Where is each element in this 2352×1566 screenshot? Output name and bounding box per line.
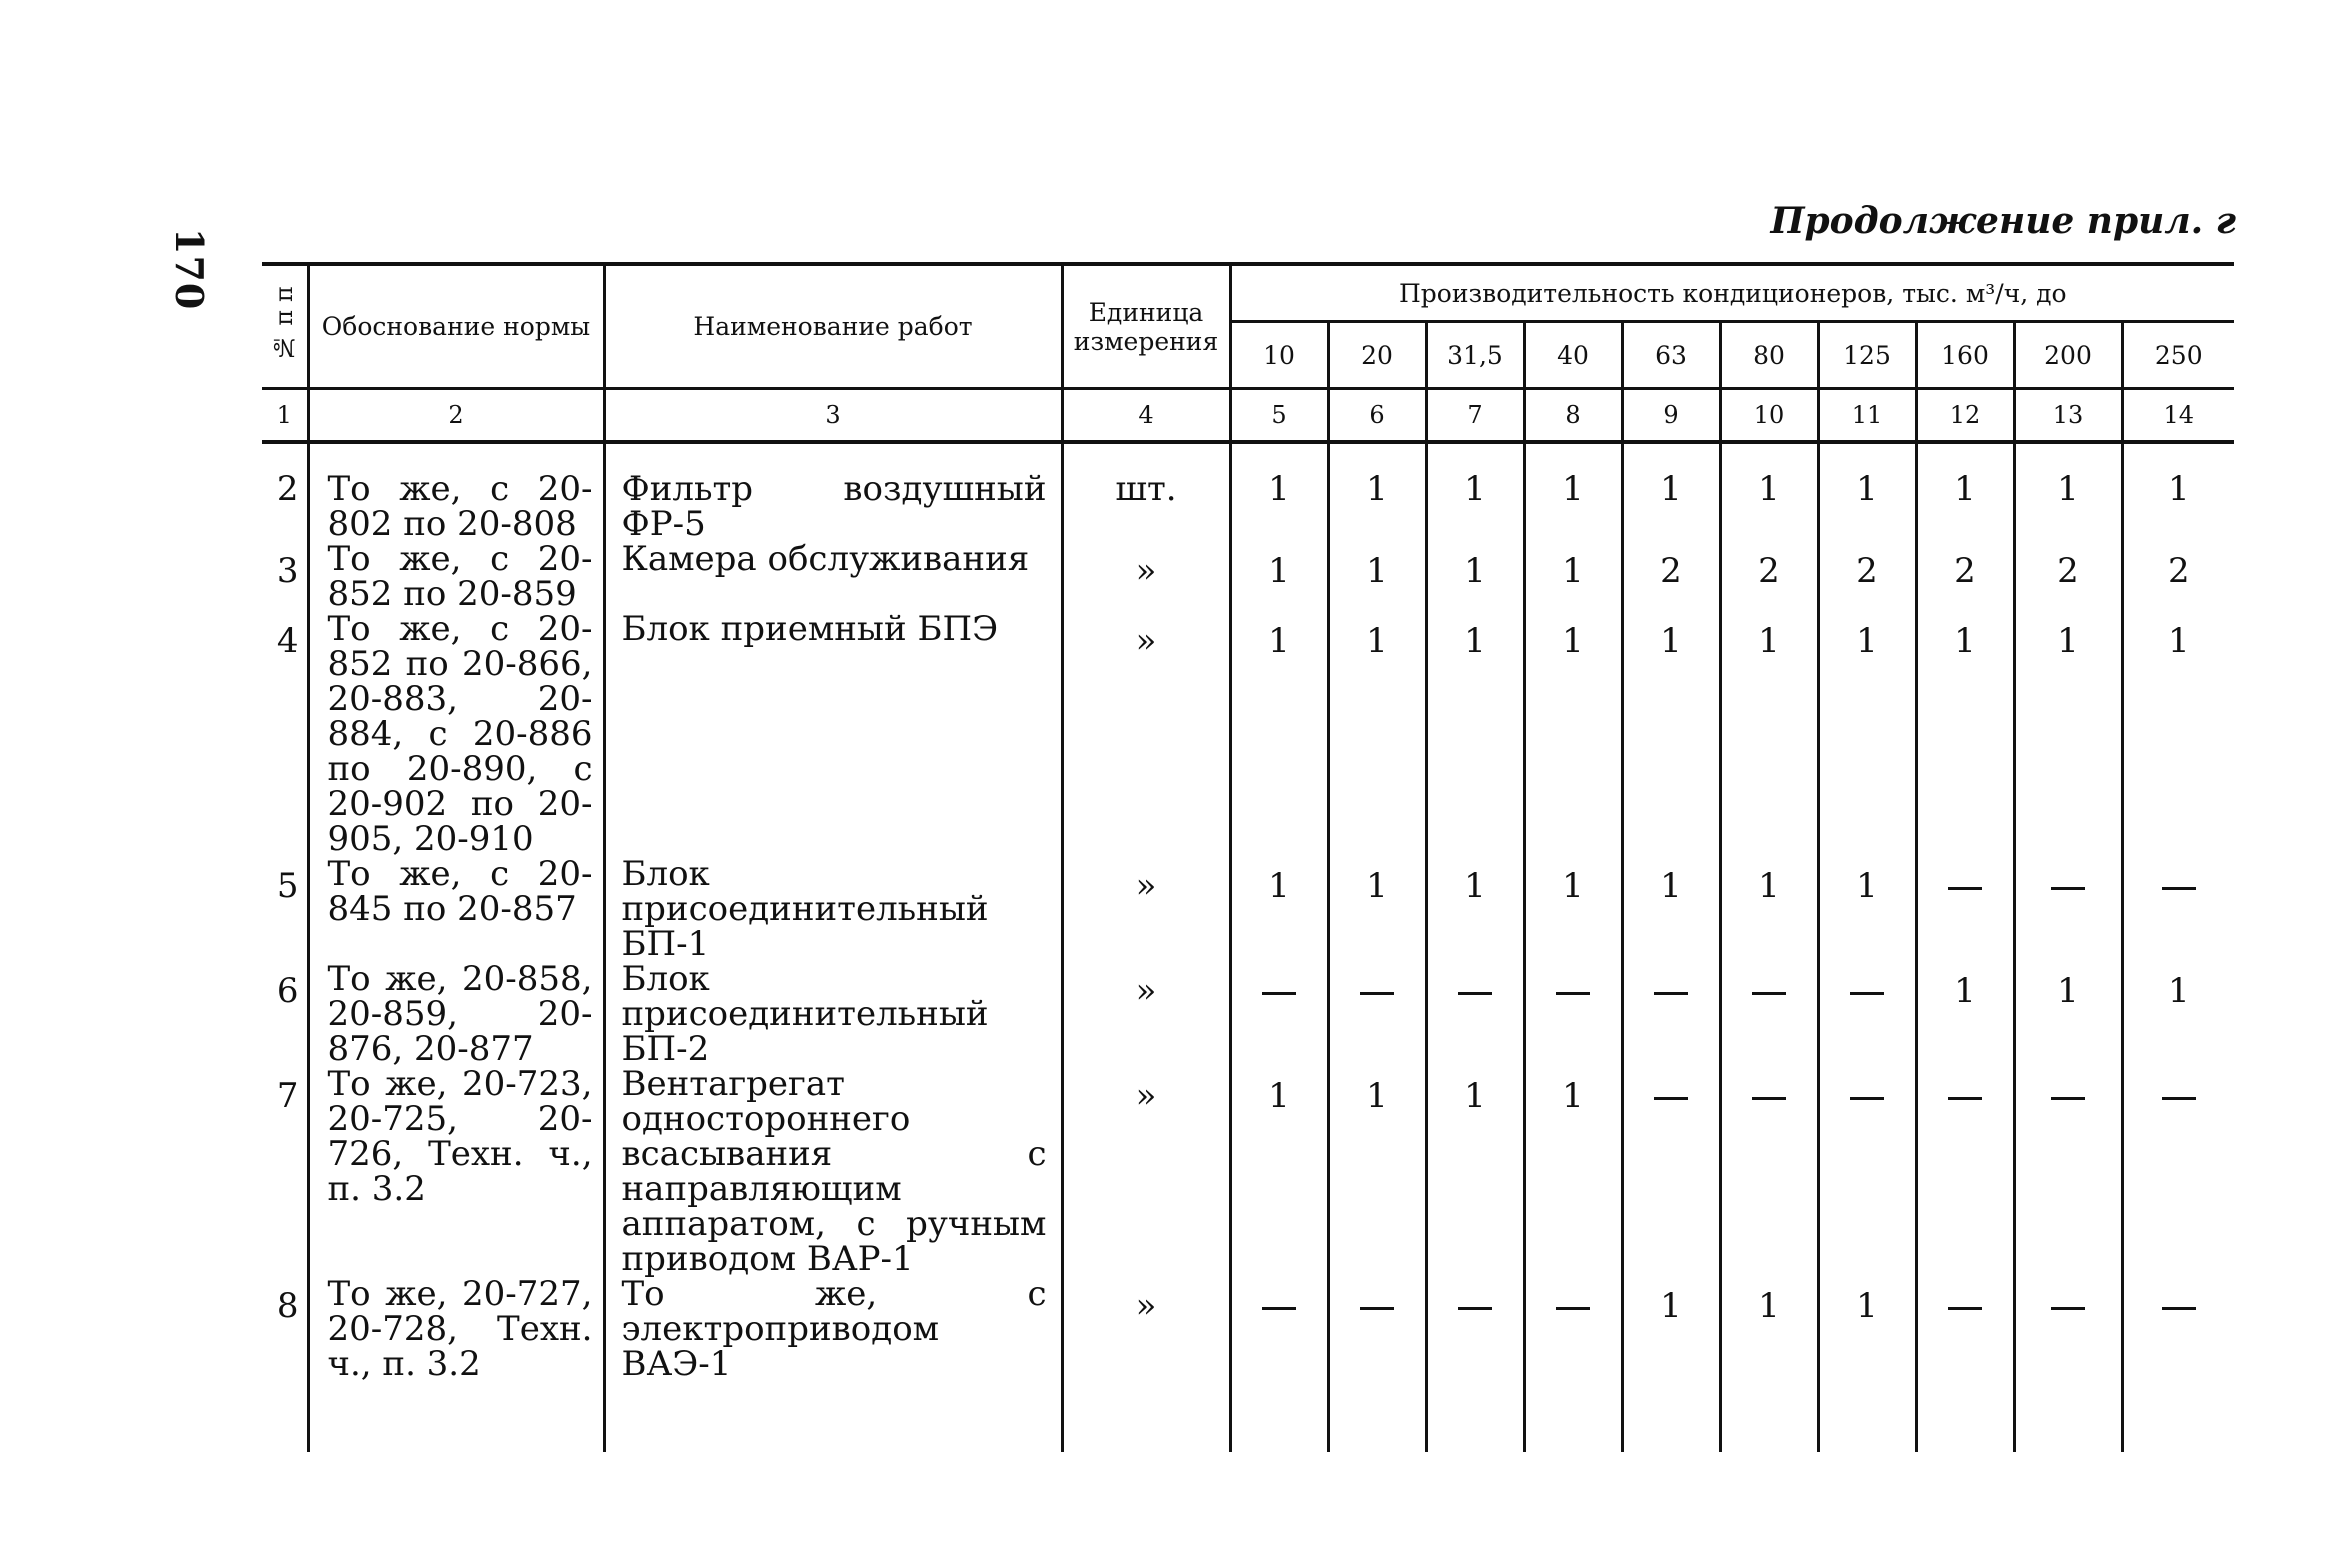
work-name: То же, с электроприводом ВАЭ-1 (604, 1277, 1062, 1382)
capacity-value (1426, 442, 1524, 542)
header-basis: Обоснование нормы (308, 264, 604, 389)
value-text: 1 (2057, 621, 2079, 661)
norm-basis: То же, с 20-852 по 20-866, 20-883, 20-884, с 20-886 по 20-890, с 20-902 по 20-905, 20-910 (308, 612, 604, 857)
value-text: 1 (1758, 1286, 1780, 1326)
dash-mark (1948, 887, 1982, 890)
capacity-value (2014, 442, 2122, 542)
capacity-value (1720, 1067, 1818, 1277)
capacity-value (1720, 857, 1818, 962)
capacity-value (1818, 962, 1916, 1067)
value-text: 1 (1366, 1076, 1388, 1116)
capacity-value (1328, 962, 1426, 1067)
header-capacity-10: 250 (2122, 322, 2234, 389)
value-text: 1 (1268, 621, 1290, 661)
capacity-value (2014, 542, 2122, 612)
capacity-value (1818, 857, 1916, 962)
unit: » (1062, 612, 1230, 857)
dash-mark (2162, 1307, 2196, 1310)
capacity-value (1230, 442, 1328, 542)
unit: » (1062, 962, 1230, 1067)
spacer-cell (604, 1382, 1062, 1452)
capacity-value (1720, 1277, 1818, 1382)
capacity-value (1328, 1277, 1426, 1382)
spacer-cell (1426, 1382, 1524, 1452)
capacity-value (1524, 542, 1622, 612)
value-text: 1 (2057, 971, 2079, 1011)
value-text: 1 (2167, 621, 2190, 661)
header-column-number-8: 8 (1524, 389, 1622, 443)
row-number: 4 (276, 621, 299, 661)
value-text: 1 (1562, 551, 1584, 591)
table-caption: Продолжение прил. г (1770, 200, 2236, 242)
capacity-value (1916, 962, 2014, 1067)
value-text: 1 (1464, 551, 1486, 591)
capacity-value (1818, 1067, 1916, 1277)
spacer-cell (1720, 1382, 1818, 1452)
spacer-cell (1062, 1382, 1230, 1452)
dash-mark (1458, 992, 1492, 995)
capacity-value (1916, 442, 2014, 542)
table-row (262, 612, 2234, 857)
capacity-value (1818, 442, 1916, 542)
value-text: 1 (1464, 1076, 1486, 1116)
dash-mark (2162, 1097, 2196, 1100)
header-column-number-12: 12 (1916, 389, 2014, 443)
header-capacity-6: 80 (1720, 322, 1818, 389)
dash-mark (1458, 1307, 1492, 1310)
capacity-value (1524, 612, 1622, 857)
work-name: Камера обслуживания (604, 542, 1062, 612)
value-text: 1 (1268, 866, 1290, 906)
capacity-value (2122, 1067, 2234, 1277)
dash-mark (1752, 1097, 1786, 1100)
spacer-cell (308, 1382, 604, 1452)
value-text: 1 (1660, 469, 1682, 509)
value-text: 1 (1856, 469, 1878, 509)
capacity-value (1328, 612, 1426, 857)
capacity-value (2122, 442, 2234, 542)
header-column-number-3: 3 (604, 389, 1062, 443)
header-capacity-3: 31,5 (1426, 322, 1524, 389)
capacity-value (1230, 612, 1328, 857)
capacity-value (2014, 962, 2122, 1067)
capacity-value (2014, 857, 2122, 962)
capacity-value (1426, 962, 1524, 1067)
norm-basis: То же, 20-858, 20-859, 20-876, 20-877 (308, 962, 604, 1067)
value-text: 2 (2057, 551, 2079, 591)
header-capacity-7: 125 (1818, 322, 1916, 389)
dash-mark (1850, 1097, 1884, 1100)
dash-mark (1556, 1307, 1590, 1310)
header-column-number-2: 2 (308, 389, 604, 443)
header-column-number-7: 7 (1426, 389, 1524, 443)
value-text: 1 (1268, 1076, 1290, 1116)
value-text: 1 (1268, 551, 1290, 591)
spacer-cell (1916, 1382, 2014, 1452)
header-capacity-1: 10 (1230, 322, 1328, 389)
norm-basis: То же, 20-727, 20-728, Техн. ч., п. 3.2 (308, 1277, 604, 1382)
capacity-value (1720, 612, 1818, 857)
header-capacity-8: 160 (1916, 322, 2014, 389)
dash-mark (1262, 1307, 1296, 1310)
dash-mark (1948, 1307, 1982, 1310)
value-text: 2 (1856, 551, 1878, 591)
capacity-value (1230, 542, 1328, 612)
capacity-value (1426, 1067, 1524, 1277)
row-number: 5 (276, 866, 299, 906)
value-text: 1 (1464, 469, 1486, 509)
capacity-value (1818, 612, 1916, 857)
value-text: 1 (1660, 621, 1682, 661)
page-number: 170 (167, 228, 212, 311)
header-work-name: Наименование работ (604, 264, 1062, 389)
table-row (262, 857, 2234, 962)
capacity-value (2014, 612, 2122, 857)
spacer-cell (2014, 1382, 2122, 1452)
dash-mark (2162, 887, 2196, 890)
capacity-value (1916, 612, 2014, 857)
capacity-value (1524, 962, 1622, 1067)
capacity-value (1916, 542, 2014, 612)
value-text: 1 (1366, 866, 1388, 906)
table-row (262, 962, 2234, 1067)
value-text: 1 (1856, 866, 1878, 906)
value-text: 1 (1856, 621, 1878, 661)
value-text: 1 (1758, 469, 1780, 509)
norms-table (262, 262, 2234, 1452)
capacity-value (1622, 542, 1720, 612)
unit: » (1062, 1277, 1230, 1382)
unit: » (1062, 1067, 1230, 1277)
spacer-cell (1622, 1382, 1720, 1452)
row-number: 6 (276, 971, 299, 1011)
header-column-number-5: 5 (1230, 389, 1328, 443)
header-column-number-13: 13 (2014, 389, 2122, 443)
value-text: 2 (1660, 551, 1682, 591)
capacity-value (1524, 442, 1622, 542)
capacity-value (1622, 1067, 1720, 1277)
value-text: 2 (1758, 551, 1780, 591)
value-text: 1 (1758, 621, 1780, 661)
capacity-value (1720, 962, 1818, 1067)
value-text: 1 (1464, 866, 1486, 906)
capacity-value (1524, 1277, 1622, 1382)
capacity-value (1720, 442, 1818, 542)
value-text: 1 (2167, 971, 2190, 1011)
spacer-cell (1524, 1382, 1622, 1452)
table-row (262, 1277, 2234, 1382)
capacity-value (1230, 1277, 1328, 1382)
dash-mark (1752, 992, 1786, 995)
capacity-value (1426, 542, 1524, 612)
capacity-value (2014, 1067, 2122, 1277)
header-row-number: № п п (262, 264, 308, 389)
dash-mark (2051, 1097, 2085, 1100)
value-text: 1 (1366, 469, 1388, 509)
capacity-value (1328, 542, 1426, 612)
dash-mark (2051, 887, 2085, 890)
capacity-value (2122, 612, 2234, 857)
work-name: Блок присоединительный БП-1 (604, 857, 1062, 962)
row-number: 7 (276, 1076, 299, 1116)
spacer-cell (1818, 1382, 1916, 1452)
capacity-value (2122, 857, 2234, 962)
header-capacity-2: 20 (1328, 322, 1426, 389)
row-number: 2 (276, 469, 299, 509)
header-column-number-6: 6 (1328, 389, 1426, 443)
header-column-number-9: 9 (1622, 389, 1720, 443)
spacer-cell (2122, 1382, 2234, 1452)
dash-mark (1948, 1097, 1982, 1100)
dash-mark (1654, 1097, 1688, 1100)
capacity-value (2122, 542, 2234, 612)
dash-mark (2051, 1307, 2085, 1310)
capacity-value (1230, 962, 1328, 1067)
dash-mark (1360, 992, 1394, 995)
table-row (262, 542, 2234, 612)
dash-mark (1360, 1307, 1394, 1310)
capacity-value (1328, 442, 1426, 542)
spacer-cell (262, 1382, 308, 1452)
norm-basis: То же, с 20-845 по 20-857 (308, 857, 604, 962)
value-text: 1 (1660, 1286, 1682, 1326)
header-column-number-4: 4 (1062, 389, 1230, 443)
row-number: 8 (276, 1286, 299, 1326)
value-text: 1 (1366, 621, 1388, 661)
capacity-value (1426, 1277, 1524, 1382)
dash-mark (1556, 992, 1590, 995)
work-name: Блок присоединительный БП-2 (604, 962, 1062, 1067)
value-text: 1 (1954, 469, 1976, 509)
header-column-number-11: 11 (1818, 389, 1916, 443)
capacity-value (1622, 1277, 1720, 1382)
value-text: 1 (2057, 469, 2079, 509)
norm-basis: То же, 20-723, 20-725, 20-726, Техн. ч., п. 3.2 (308, 1067, 604, 1277)
value-text: 1 (1464, 621, 1486, 661)
capacity-value (1230, 857, 1328, 962)
value-text: 1 (1954, 621, 1976, 661)
header-column-number-14: 14 (2122, 389, 2234, 443)
work-name: Вентагрегат одностороннего всасывания с направляющим аппаратом, с ручным приводом ВАР-1 (604, 1067, 1062, 1277)
header-capacity-group: Производительность кондиционеров, тыс. м³/ч, до (1230, 264, 2234, 322)
capacity-value (1426, 857, 1524, 962)
value-text: 2 (2167, 551, 2190, 591)
value-text: 1 (1856, 1286, 1878, 1326)
unit: » (1062, 857, 1230, 962)
capacity-value (1524, 857, 1622, 962)
value-text: 1 (1366, 551, 1388, 591)
capacity-value (1916, 1277, 2014, 1382)
capacity-value (2122, 962, 2234, 1067)
capacity-value (1622, 962, 1720, 1067)
dash-mark (1654, 992, 1688, 995)
capacity-value (1622, 612, 1720, 857)
capacity-value (1916, 1067, 2014, 1277)
norm-basis: То же, с 20-852 по 20-859 (308, 542, 604, 612)
capacity-value (1916, 857, 2014, 962)
value-text: 1 (1562, 469, 1584, 509)
capacity-value (1720, 542, 1818, 612)
table-row (262, 442, 2234, 542)
work-name: Фильтр воздушный ФР-5 (604, 442, 1062, 542)
capacity-value (1818, 542, 1916, 612)
header-capacity-9: 200 (2014, 322, 2122, 389)
spacer-cell (1230, 1382, 1328, 1452)
dash-mark (1262, 992, 1296, 995)
table-row (262, 1067, 2234, 1277)
value-text: 1 (1268, 469, 1290, 509)
capacity-value (2014, 1277, 2122, 1382)
table-spacer-row (262, 1382, 2234, 1452)
header-column-number-10: 10 (1720, 389, 1818, 443)
value-text: 1 (1562, 1076, 1584, 1116)
value-text: 1 (1954, 971, 1976, 1011)
header-capacity-4: 40 (1524, 322, 1622, 389)
capacity-value (1524, 1067, 1622, 1277)
value-text: 2 (1954, 551, 1976, 591)
work-name: Блок приемный БПЭ (604, 612, 1062, 857)
capacity-value (1622, 442, 1720, 542)
value-text: 1 (1660, 866, 1682, 906)
header-unit: Единица измерения (1062, 264, 1230, 389)
header-capacity-5: 63 (1622, 322, 1720, 389)
capacity-value (1328, 857, 1426, 962)
value-text: 1 (1562, 866, 1584, 906)
value-text: 1 (1562, 621, 1584, 661)
capacity-value (1328, 1067, 1426, 1277)
dash-mark (1850, 992, 1884, 995)
row-number: 3 (276, 551, 299, 591)
norm-basis: То же, с 20-802 по 20-808 (308, 442, 604, 542)
capacity-value (1230, 1067, 1328, 1277)
spacer-cell (1328, 1382, 1426, 1452)
capacity-value (1622, 857, 1720, 962)
unit: шт. (1062, 442, 1230, 542)
unit: » (1062, 542, 1230, 612)
value-text: 1 (2167, 469, 2190, 509)
header-column-number-1: 1 (262, 389, 308, 443)
capacity-value (1818, 1277, 1916, 1382)
capacity-value (1426, 612, 1524, 857)
value-text: 1 (1758, 866, 1780, 906)
capacity-value (2122, 1277, 2234, 1382)
